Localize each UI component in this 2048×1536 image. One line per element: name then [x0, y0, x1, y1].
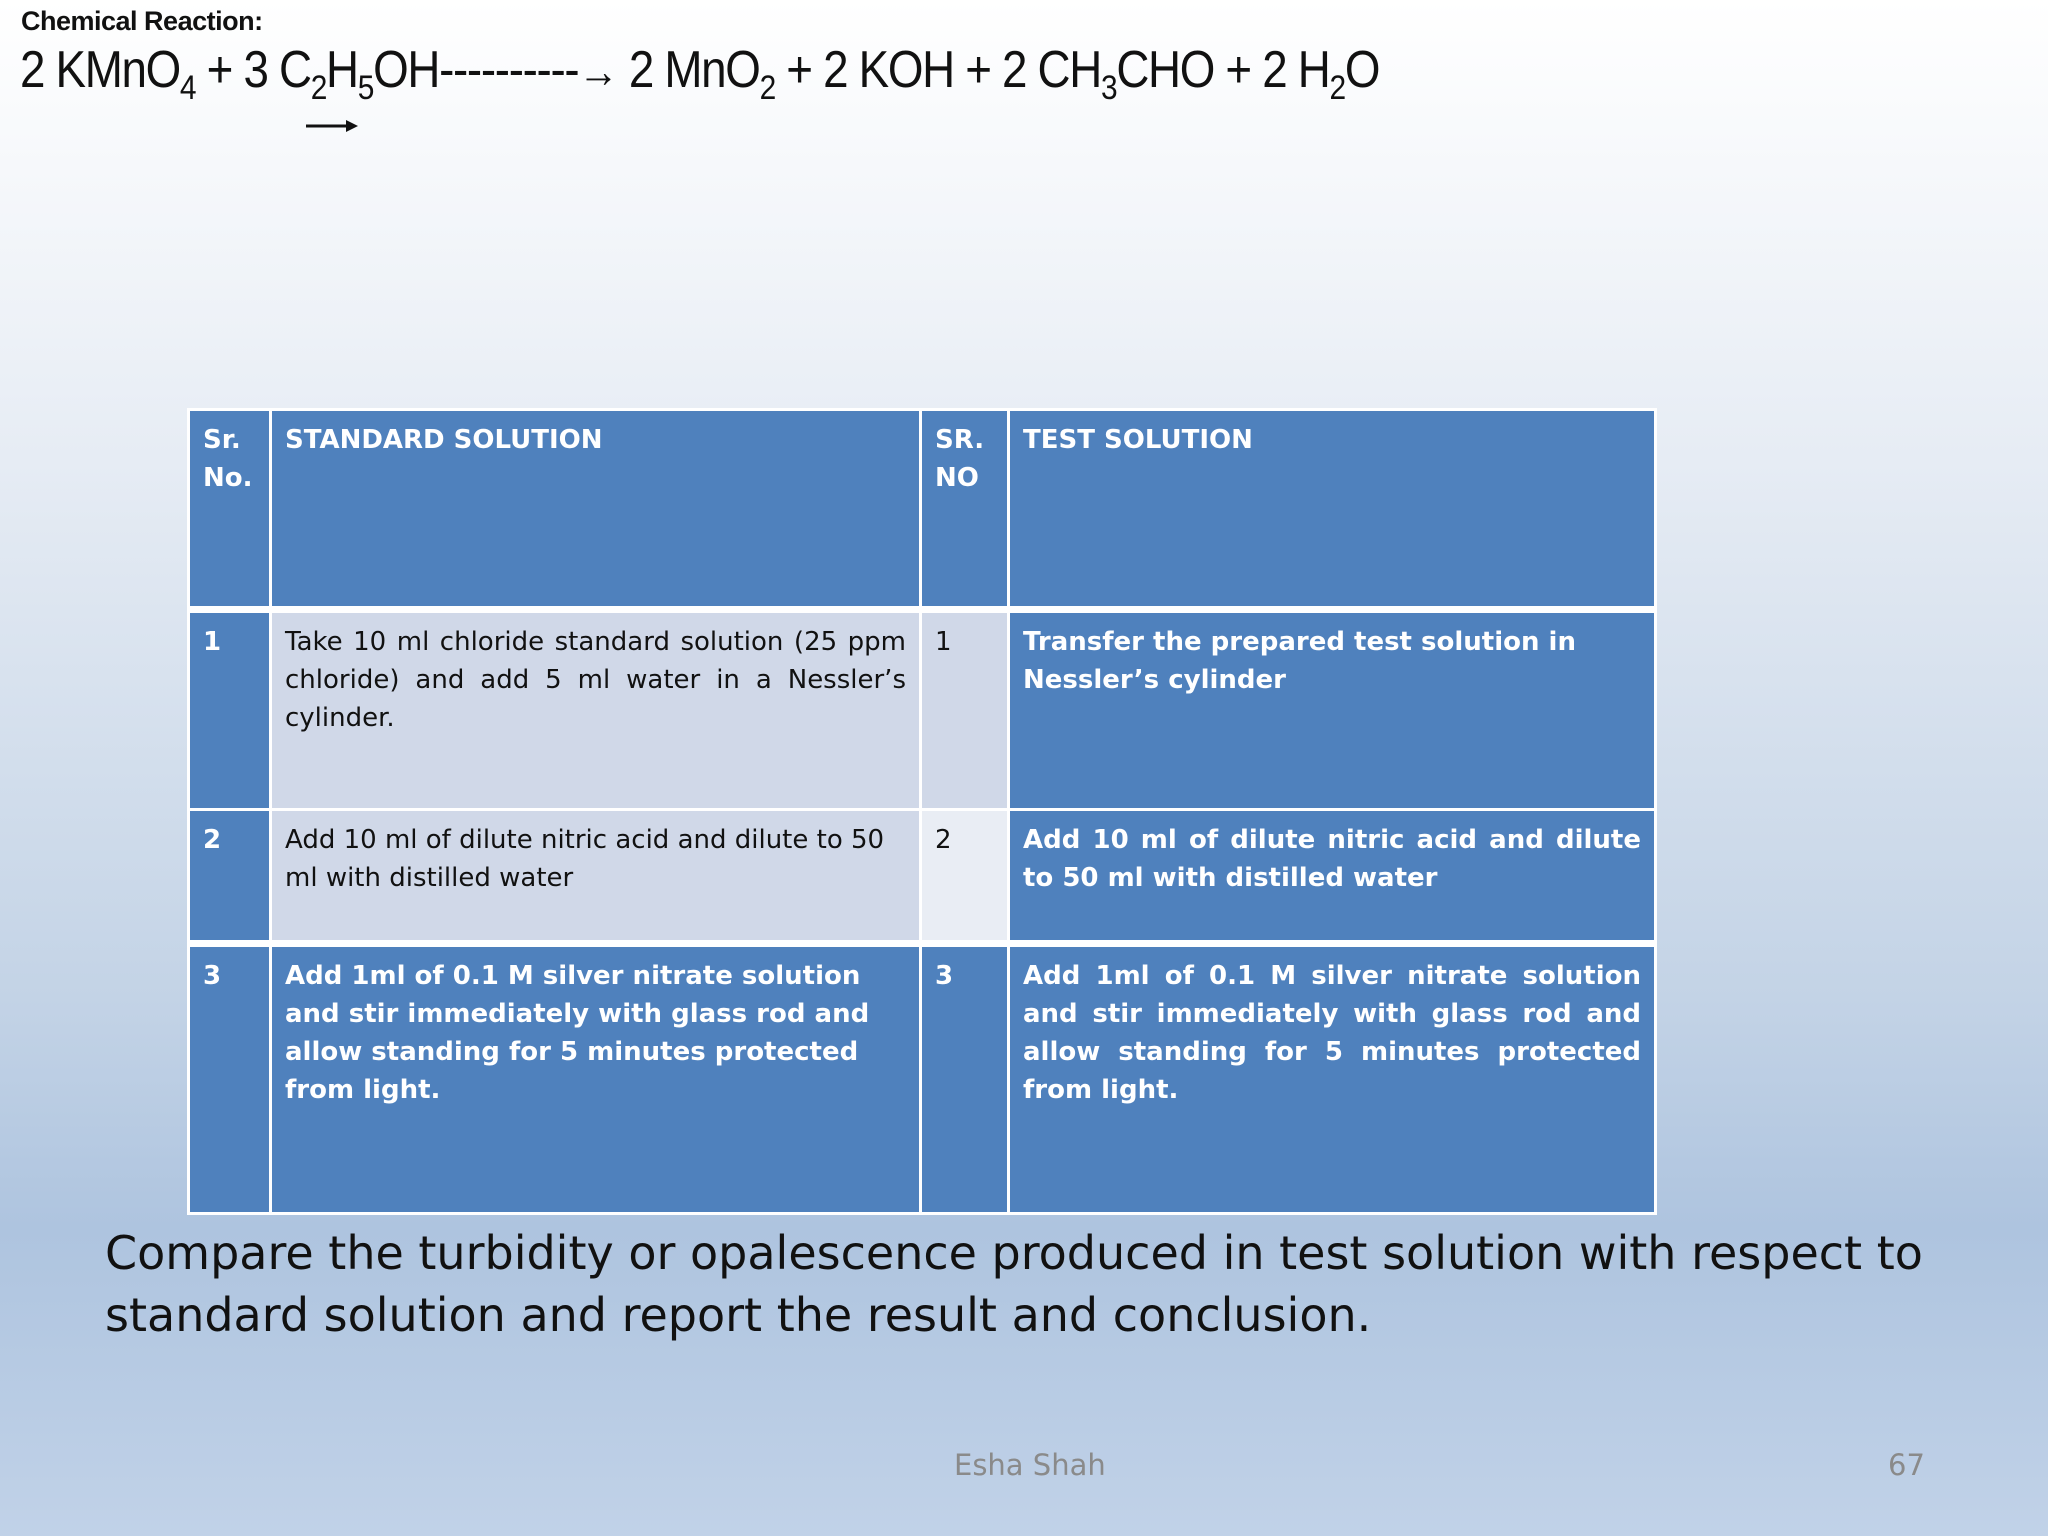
chemical-equation: [20, 40, 1379, 108]
standard-step: Take 10 ml chloride standard solution (25 ppm chloride) and add 5 ml water in a Nessler’s cylinder.: [271, 610, 921, 810]
footer-author: Esha Shah: [954, 1448, 1106, 1482]
row-sr-no-2: 3: [921, 944, 1009, 1214]
equation-subscript: 3: [1100, 69, 1117, 107]
row-sr-no: 1: [189, 610, 271, 810]
table-row: [189, 810, 1656, 944]
row-sr-no: 2: [189, 810, 271, 944]
row-sr-no: 3: [189, 944, 271, 1214]
equation-subscript: 2: [310, 69, 327, 107]
header-sr-no: Sr. No.: [189, 410, 271, 610]
equation-part: + 3 C: [195, 41, 311, 99]
standard-step: Add 1ml of 0.1 M silver nitrate solution and stir immediately with glass rod and allow standing for 5 minutes protected from light.: [271, 944, 921, 1214]
equation-part: 2 KMnO: [20, 41, 180, 99]
equation-part: OH----------: [373, 41, 579, 99]
reaction-arrow-icon: →: [578, 45, 618, 97]
equation-subscript: 2: [759, 69, 775, 107]
equation-part: + 2 KOH + 2 CH: [774, 41, 1101, 99]
test-step: Add 1ml of 0.1 M silver nitrate solution and stir immediately with glass rod and allow standing for 5 minutes protected from light.: [1009, 944, 1656, 1214]
header-sr-no-2: SR. NO: [921, 410, 1009, 610]
reaction-heading: Chemical Reaction:: [21, 6, 263, 36]
row-sr-no-2: 1: [921, 610, 1009, 810]
row-sr-no-2: 2: [921, 810, 1009, 944]
standard-step: Add 10 ml of dilute nitric acid and dilute to 50 ml with distilled water: [271, 810, 921, 944]
table-row: [189, 610, 1656, 810]
procedure-table: [187, 408, 1657, 1215]
page-number: 67: [1888, 1448, 1925, 1482]
equation-subscript: 2: [1329, 69, 1345, 107]
equation-part: 2 MnO: [617, 41, 760, 99]
header-standard-solution: STANDARD SOLUTION: [271, 410, 921, 610]
equation-subscript: 5: [357, 69, 374, 107]
table-row: [189, 944, 1656, 1214]
equation-part: H: [326, 41, 358, 99]
equation-subscript: 4: [179, 69, 196, 107]
conclusion-text: Compare the turbidity or opalescence produced in test solution with respect to standard solution and report the result and conclusion.: [105, 1226, 1923, 1342]
equation-part: O: [1344, 41, 1380, 99]
test-step: Add 10 ml of dilute nitric acid and dilute to 50 ml with distilled water: [1009, 810, 1656, 944]
small-arrow-icon: [306, 118, 358, 134]
equation-part: CHO + 2 H: [1116, 41, 1330, 99]
header-test-solution: TEST SOLUTION: [1009, 410, 1656, 610]
table-header-row: [189, 410, 1656, 610]
test-step: Transfer the prepared test solution in Nessler’s cylinder: [1009, 610, 1656, 810]
